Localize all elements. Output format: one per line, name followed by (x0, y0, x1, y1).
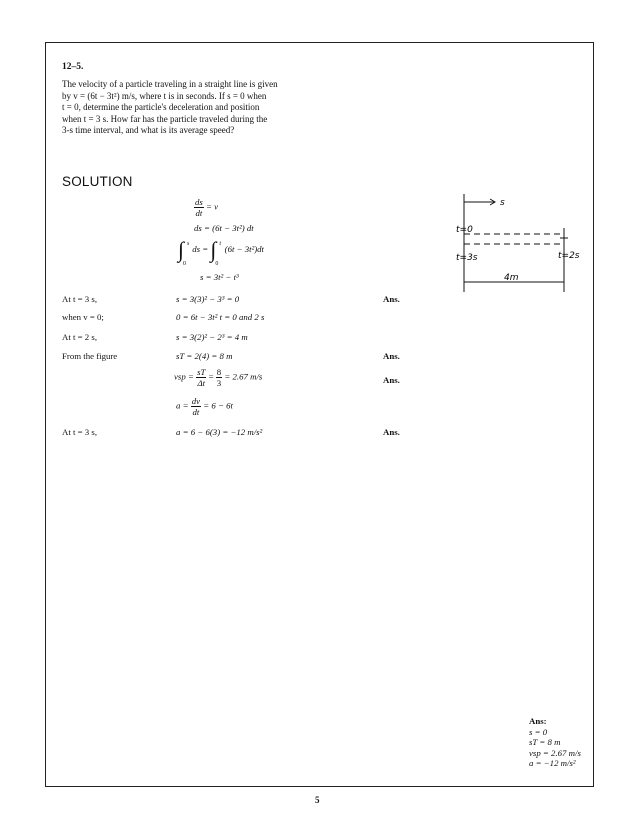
summary-line: sT = 8 m (529, 737, 561, 747)
equation-integral (178, 237, 264, 270)
problem-line: by v = (6t − 3t²) m/s, where t is in seconds. If s = 0 when (62, 90, 267, 101)
row-expression: 0 = 6t − 3t² t = 0 and 2 s (176, 312, 265, 322)
summary-line: s = 0 (529, 726, 548, 737)
equation-acceleration (176, 396, 233, 417)
row-label: when v = 0; (62, 312, 104, 322)
distance-label: 4m (504, 273, 519, 283)
problem-line: The velocity of a particle traveling in a straight line is given (62, 79, 278, 89)
t2-label: t=2s (558, 251, 580, 261)
denominator: dt (192, 407, 200, 417)
fraction (194, 197, 204, 218)
numerator: sT (197, 367, 206, 377)
row-expression: s = 3(3)² − 3³ = 0 (176, 294, 240, 304)
vsp-rhs: = 2.67 m/s (224, 371, 263, 382)
equation-position: s = 3t² − t³ (200, 272, 239, 282)
answer-marker: Ans. (383, 375, 400, 385)
fraction (216, 367, 222, 388)
row-label: At t = 2 s, (62, 332, 98, 342)
upper-limit: t (219, 241, 222, 247)
problem-line: t = 0, determine the particle's deceleration and position (62, 102, 260, 113)
summary-heading: Ans: (529, 716, 547, 726)
problem-line: when t = 3 s. How far has the particle traveled during the (62, 113, 268, 124)
vsp-lhs: vsp = (174, 371, 194, 382)
t3-label: t=3s (456, 253, 478, 263)
denominator: dt (195, 208, 203, 218)
equation-average-speed: vsp = $\frac{sT}{\Delta t}$ = $\frac{8}{3}$ = 2.67 m/s (174, 367, 263, 388)
upper-limit: s (187, 241, 190, 247)
numerator: dv (191, 396, 201, 406)
row-label: At t = 3 s, (62, 294, 98, 304)
integral-rhs: (6t − 3t²)dt (224, 244, 264, 255)
integral-lhs: ds = (192, 244, 209, 255)
fraction (191, 396, 201, 417)
summary-line: a = −12 m/s² (529, 758, 576, 768)
accel-lhs: a = (176, 400, 189, 411)
summary-line: vsp = 2.67 m/s (529, 747, 581, 758)
lower-limit: 0 (215, 261, 219, 267)
answer-marker: Ans. (383, 427, 400, 437)
problem-number: 12–5. (62, 62, 84, 72)
row-label: From the figure (62, 351, 118, 361)
row-label: At t = 3 s, (62, 427, 98, 437)
lower-limit: 0 (183, 261, 186, 267)
integral-sign: ∫ t 0 (210, 237, 216, 262)
s-label: s (500, 198, 505, 208)
denominator: 3 (216, 378, 222, 388)
accel-rhs: = 6 − 6t (203, 400, 233, 411)
equation-rhs: = v (206, 201, 219, 212)
problem-line: 3-s time interval, and what is its average speed? (62, 125, 235, 136)
equation-ds-dt (194, 197, 218, 218)
t0-label: t=0 (456, 225, 473, 235)
solution-heading: SOLUTION (62, 174, 133, 189)
answer-summary (529, 716, 581, 769)
row-expression: a = 6 − 6(3) = −12 m/s² (176, 427, 263, 437)
numerator: ds (195, 197, 203, 207)
fraction (196, 367, 206, 388)
problem-statement (62, 79, 306, 137)
denominator: Δt (197, 378, 206, 388)
row-expression: sT = 2(4) = 8 m (176, 351, 233, 361)
page-number: 5 (315, 795, 320, 805)
answer-marker: Ans. (383, 351, 400, 361)
integral-sign: ∫ s 0 (178, 237, 184, 262)
answer-marker: Ans. (383, 294, 400, 304)
equation-ds: ds = (6t − 3t²) dt (194, 223, 254, 233)
page-frame (45, 42, 594, 787)
motion-sketch (446, 188, 596, 298)
numerator: 8 (216, 367, 222, 377)
row-expression: s = 3(2)² − 2³ = 4 m (176, 332, 248, 342)
